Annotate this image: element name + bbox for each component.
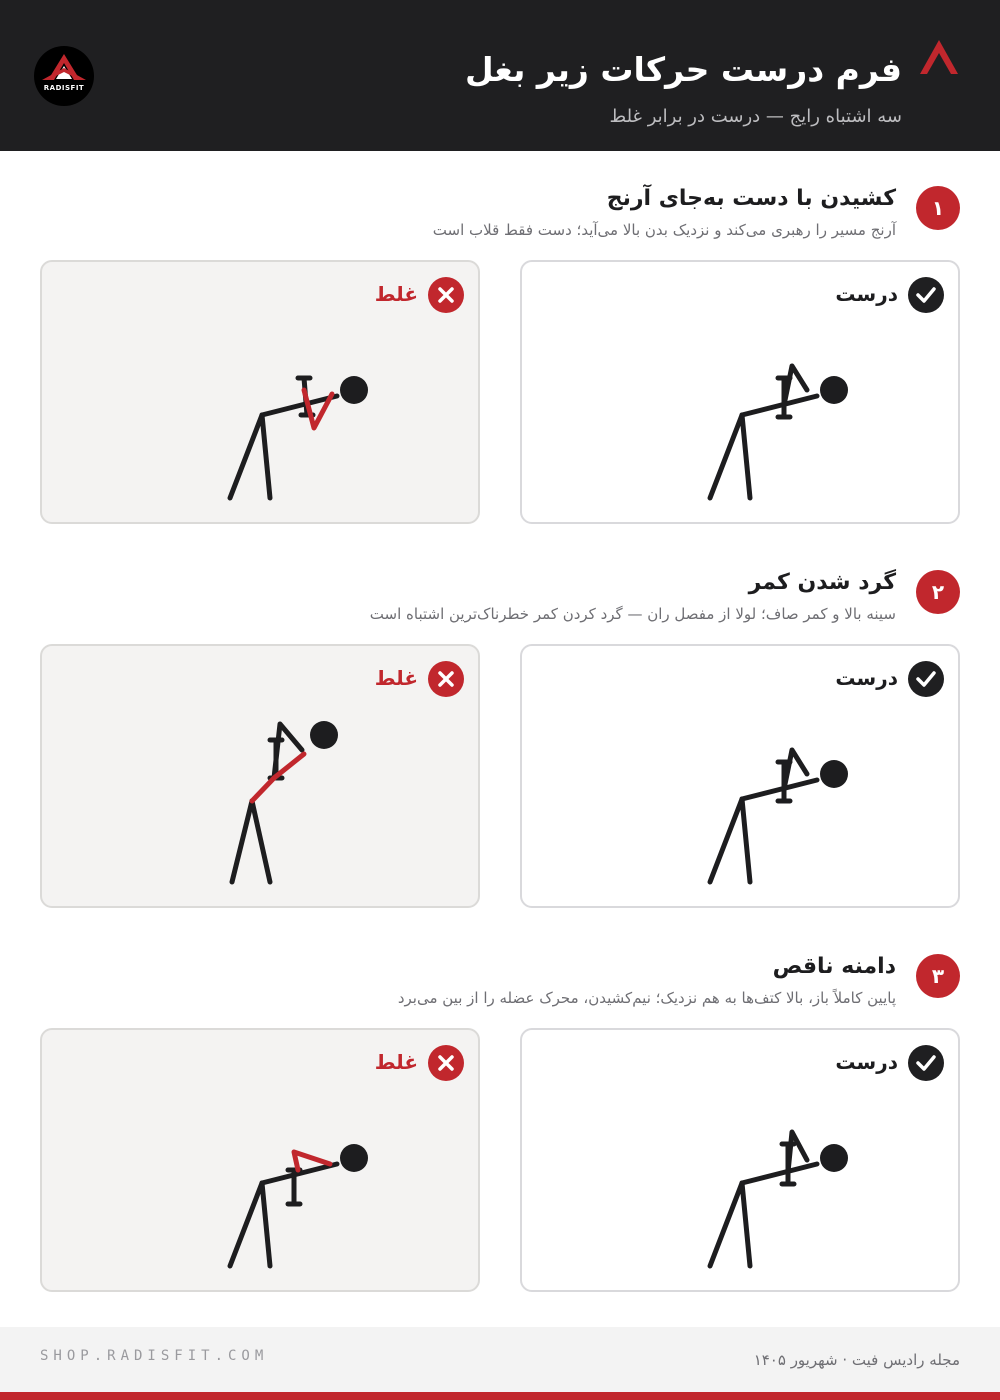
bottom-accent-bar: [0, 1392, 1000, 1400]
close-icon: [428, 661, 464, 697]
correct-label: درست: [835, 1050, 898, 1074]
section-number-3: ۳: [916, 954, 960, 998]
correct-card-1: [520, 260, 960, 524]
wrong-card-1: [40, 260, 480, 524]
shop-url-link[interactable]: SHOP.RADISFIT.COM: [40, 1348, 269, 1364]
page-title: فرم درست حرکات زیر بغل: [464, 50, 902, 89]
logo-wordmark: RADISFIT: [43, 84, 85, 92]
close-icon: [428, 277, 464, 313]
check-icon: [908, 1045, 944, 1081]
wrong-label: غلط: [374, 666, 418, 690]
page-footer: [0, 1327, 1000, 1392]
wrong-label: غلط: [374, 282, 418, 306]
wrong-card-3: [40, 1028, 480, 1292]
logo-peak-icon: [34, 46, 94, 106]
section-number-1: ۱: [916, 186, 960, 230]
check-icon: [908, 277, 944, 313]
section-description-2: سینه بالا و کمر صاف؛ لولا از مفصل ران — گرد کردن کمر خطرناک‌ترین اشتباه است: [369, 605, 896, 623]
page-header: [0, 0, 1000, 151]
section-title-3: دامنه ناقص: [772, 954, 896, 979]
close-icon: [428, 1045, 464, 1081]
correct-label: درست: [835, 666, 898, 690]
wrong-label: غلط: [374, 1050, 418, 1074]
brand-chevron-icon: [918, 38, 960, 78]
correct-card-3: [520, 1028, 960, 1292]
check-icon: [908, 661, 944, 697]
publication-info: مجله رادیس فیت · شهریور ۱۴۰۵: [753, 1351, 960, 1369]
wrong-card-2: [40, 644, 480, 908]
section-title-2: گرد شدن کمر: [748, 570, 896, 595]
section-number-2: ۲: [916, 570, 960, 614]
correct-card-2: [520, 644, 960, 908]
section-title-1: کشیدن با دست به‌جای آرنج: [606, 186, 896, 211]
correct-label: درست: [835, 282, 898, 306]
section-description-1: آرنج مسیر را رهبری می‌کند و نزدیک بدن بالا می‌آید؛ دست فقط قلاب است: [432, 221, 896, 239]
section-description-3: پایین کاملاً باز، بالا کتف‌ها به هم نزدیک؛ نیم‌کشیدن، محرک عضله را از بین می‌برد: [397, 989, 896, 1007]
radisfit-logo: [34, 46, 94, 106]
page-subtitle: سه اشتباه رایج — درست در برابر غلط: [609, 106, 902, 127]
